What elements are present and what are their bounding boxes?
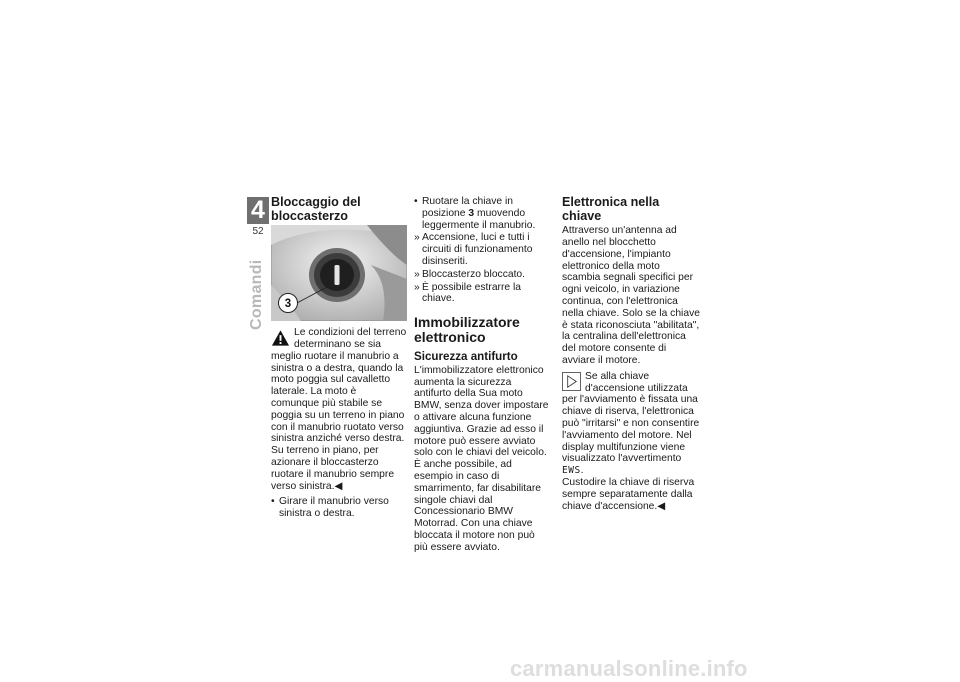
subsection-title-antitheft: Sicurezza antifurto [414,350,518,364]
warning-triangle-icon [271,329,290,347]
list-item: » Accensione, luci e tutti i circuiti di funzionamento disinseriti. [414,232,550,267]
instruction-list [271,496,407,520]
immobilizer-body-text: L'immobilizzatore elettronico aumenta la sicurezza antifurto della Sua moto BMW, senza dover impostare o attivare alcuna funzione aggiuntiva. Grazie ad esso il motore può essere avviato solo con le chiavi del veicolo. È anche possibile, ad esempio in caso di smarrimento, far disabilitare singole chiavi dal Concessionario BMW Motorrad. Con una chiave bloccata il motore non può più essere avviato. [414,364,549,553]
chapter-number-tab: 4 [247,197,269,224]
chapter-side-label: Comandi [248,259,265,330]
key-electronics-body-text: Attraverso un'antenna ad anello nel blocchetto d'accensione, l'impianto elettronico della moto scambia segnali specifici per ogni veicolo, in variazione continua, con l'elettronica nella chiave. Solo se la chiave è stata riconosciuta "abilitata", la centralina dell'elettronica del motore consente di avviare il motore. [562,225,700,366]
hint-text: Se alla chiave d'accensione utilizzata per l'avviamento è fissata una chiave di riserva, l'elettronica può "irritarsi" e non consentire l'avviamento del motore. Nel display multifunzione viene visualizzato l'avvertimento EWS. Custodire la chiave di riserva sempre separatamente dalla chiave d'accensione.◀ [562,370,700,512]
photo-callout-3: 3 [284,298,292,311]
watermark-footer: carmanualsonline.info [510,656,748,681]
list-item: » Bloccasterzo bloccato. [414,269,550,281]
list-item: • Ruotare la chiave in posizione 3 muovendo leggermente il manubrio. [414,196,550,231]
ews-code: EWS [562,465,581,477]
section-title-steering-lock: Bloccaggio del bloccasterzo [271,195,361,223]
flat-terrain-text: Su terreno in piano, per azionare il bloccasterzo ruotare il manubrio sempre verso sinistra.◀ [271,445,395,492]
hint-arrow-icon [562,372,581,391]
list-item: » È possibile estrarre la chiave. [414,282,550,306]
list-item: • Girare il manubrio verso sinistra o destra. [271,496,407,520]
instruction-list [414,196,550,231]
hint-note [562,371,700,513]
page-number: 52 [252,226,264,237]
column-middle [414,196,550,554]
warning-note [271,327,407,445]
ignition-lock-photo [271,225,407,321]
warning-text: Le condizioni del terreno determinano se sia meglio ruotare il manubrio a sinistra o a destra, quando la moto poggia sul cavalletto laterale. La moto è comunque più stabile se poggia su un terreno in piano con il manubrio ruotato verso sinistra anziché verso destra. [271,327,407,445]
result-list [414,232,550,305]
section-title-immobilizer: Immobilizzatore elettronico [414,314,520,346]
section-title-key-electronics: Elettronica nella chiave [562,195,660,223]
column-left [271,196,407,521]
column-right [562,196,700,512]
